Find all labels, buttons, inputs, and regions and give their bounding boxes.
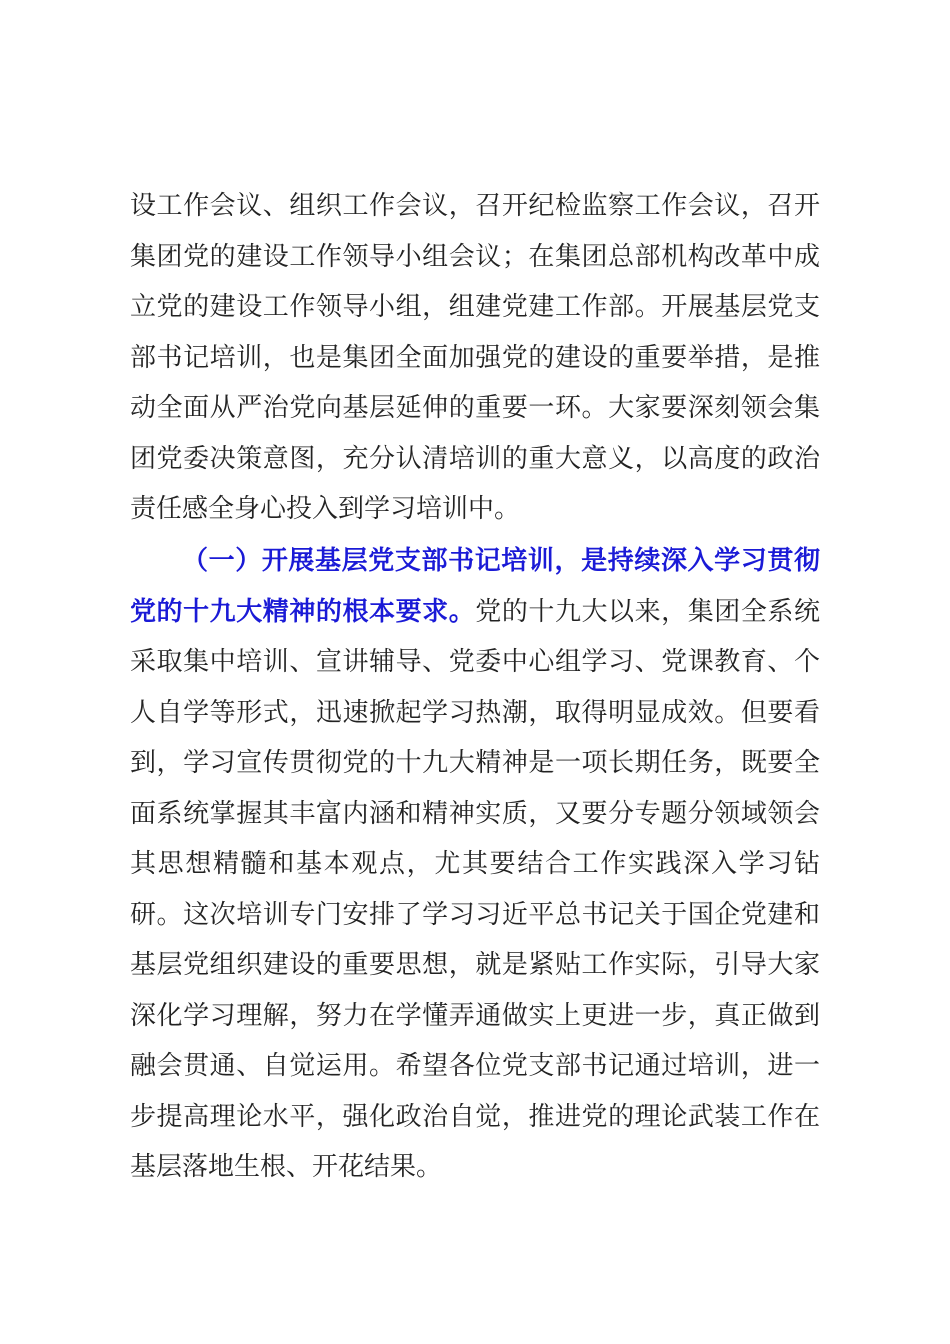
section-body: 党的十九大以来，集团全系统采取集中培训、宣讲辅导、党委中心组学习、党课教育、个人自学等形式，迅速掀起学习热潮，取得明显成效。但要看到，学习宣传贯彻党的十九大精神是一项长期任务，既要全面系统掌握其丰富内涵和精神实质，又要分专题分领域领会其思想精髓和基本观点，尤其要结合工作实践深入学习钻研。这次培训专门安排了学习习近平总书记关于国企党建和基层党组织建设的重要思想，就是紧贴工作实际，引导大家深化学习理解，努力在学懂弄通做实上更进一步，真正做到融会贯通、自觉运用。希望各位党支部书记通过培训，进一步提高理论水平，强化政治自觉，推进党的理论武装工作在基层落地生根、开花结果。 [130, 596, 820, 1182]
section-paragraph [130, 536, 820, 1193]
section-heading: （一）开展基层党支部书记培训，是持续深入学习贯彻党的十九大精神的根本要求。 [130, 546, 820, 627]
body-paragraph: 设工作会议、组织工作会议，召开纪检监察工作会议，召开集团党的建设工作领导小组会议；在集团总部机构改革中成立党的建设工作领导小组，组建党建工作部。开展基层党支部书记培训，也是集团全面加强党的建设的重要举措，是推动全面从严治党向基层延伸的重要一环。大家要深刻领会集团党委决策意图，充分认清培训的重大意义，以高度的政治责任感全身心投入到学习培训中。 [130, 191, 820, 524]
